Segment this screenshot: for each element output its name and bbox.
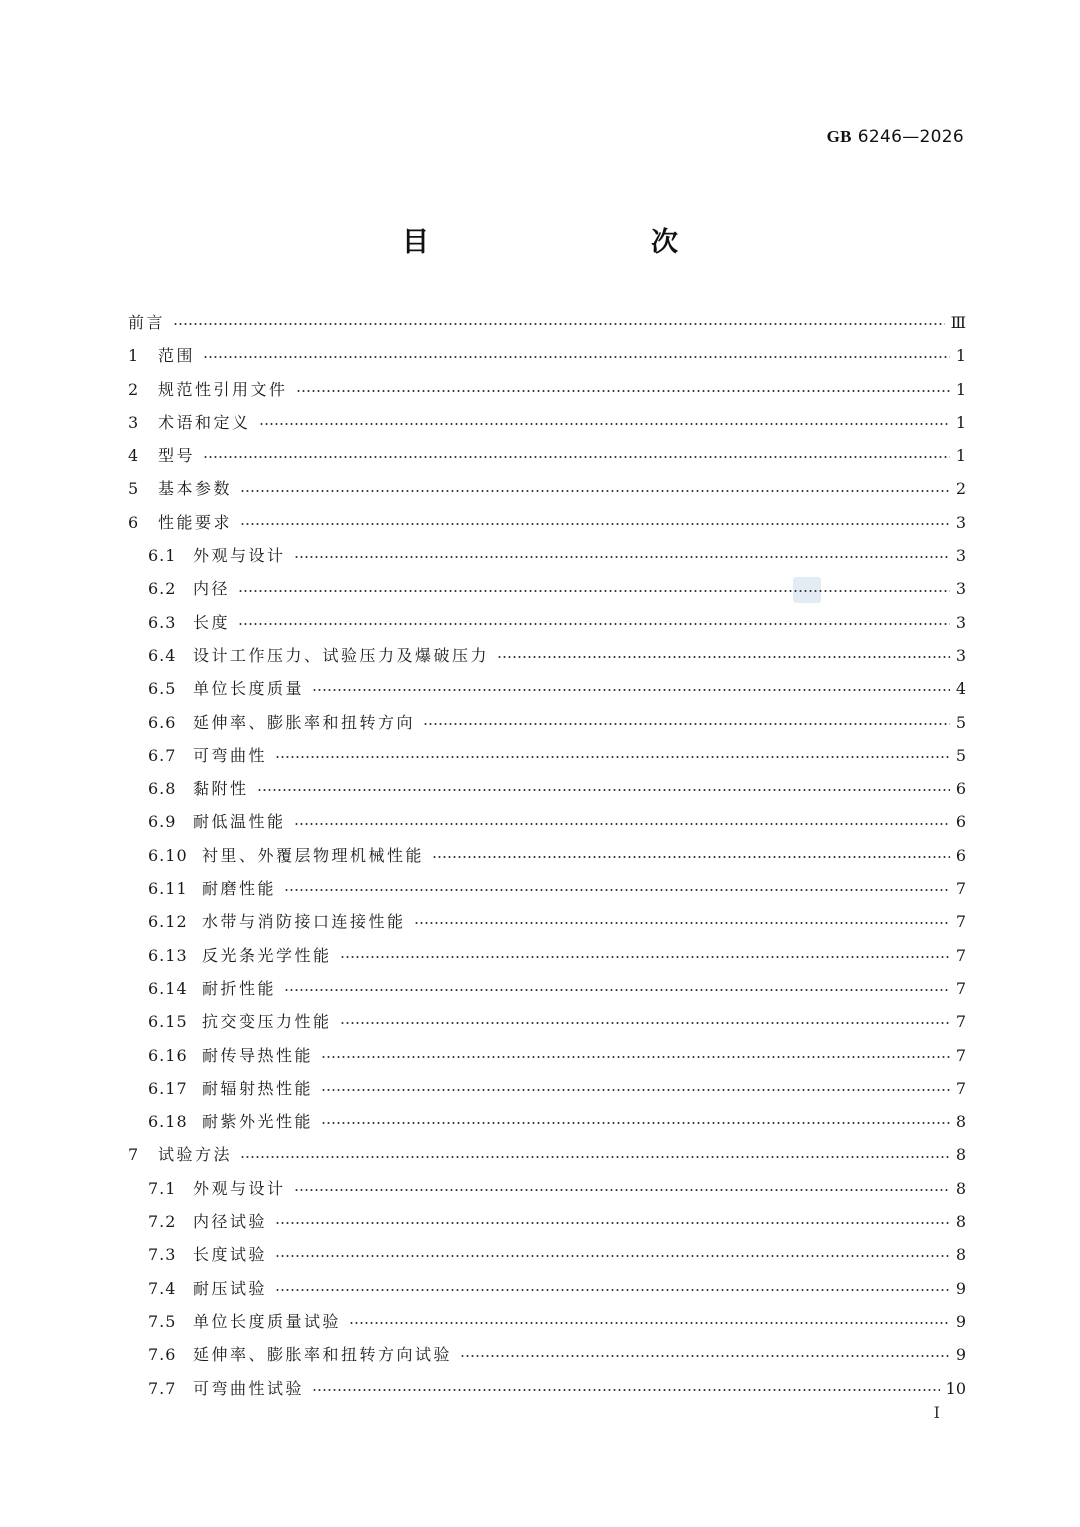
toc-dot-leader (238, 623, 950, 625)
toc-entry-number: 6.16 (148, 1045, 188, 1065)
toc-entry[interactable] (128, 439, 966, 472)
toc-entry-title: 单位长度质量试验 (193, 1311, 342, 1331)
toc-entry-number: 7.3 (148, 1245, 177, 1265)
toc-entry-title: 长度 (193, 612, 231, 632)
toc-entry-title: 耐传导热性能 (202, 1045, 314, 1065)
toc-entry[interactable] (128, 639, 966, 672)
toc-entry-page: 6 (955, 845, 966, 865)
page-title: 目 次 (402, 227, 734, 258)
toc-entry-page: 5 (955, 712, 966, 732)
toc-entry[interactable] (128, 472, 966, 505)
toc-entry-title: 可弯曲性 (193, 745, 268, 765)
toc-entry-page: 2 (955, 479, 966, 499)
toc-entry-page: 7 (955, 1012, 966, 1032)
toc-entry-title: 耐压试验 (193, 1278, 268, 1298)
toc-entry-title: 耐磨性能 (202, 879, 277, 899)
toc-entry-page: 7 (955, 1045, 966, 1065)
toc-dot-leader (238, 590, 950, 592)
toc-entry-number: 3 (128, 412, 140, 432)
toc-entry-page: 8 (955, 1212, 966, 1232)
toc-entry[interactable] (128, 1272, 966, 1305)
toc-dot-leader (275, 756, 950, 758)
toc-dot-leader (296, 390, 950, 392)
toc-dot-leader (312, 1389, 940, 1391)
toc-dot-leader (497, 656, 950, 658)
toc-entry-title: 耐辐射热性能 (202, 1078, 314, 1098)
standard-prefix: GB (826, 127, 852, 146)
toc-entry-page: 4 (955, 679, 966, 699)
toc-entry[interactable] (128, 805, 966, 838)
toc-entry-page: 8 (955, 1178, 966, 1198)
toc-entry-page: 3 (955, 512, 966, 532)
toc-dot-leader (275, 1255, 950, 1257)
toc-entry-number: 7.1 (148, 1178, 177, 1198)
toc-entry-number: 6.17 (148, 1078, 188, 1098)
toc-entry[interactable] (128, 1138, 966, 1171)
toc-dot-leader (275, 1289, 950, 1291)
standard-code (827, 127, 964, 147)
toc-entry[interactable] (128, 1172, 966, 1205)
toc-dot-leader (340, 956, 950, 958)
toc-entry-page: 9 (955, 1311, 966, 1331)
toc-entry-title: 单位长度质量 (193, 679, 305, 699)
toc-entry-page: 1 (955, 346, 966, 366)
toc-entry[interactable] (128, 306, 966, 339)
toc-entry-page: 8 (955, 1245, 966, 1265)
toc-dot-leader (203, 356, 950, 358)
toc-entry-title: 耐折性能 (202, 978, 277, 998)
toc-dot-leader (423, 723, 950, 725)
toc-entry-page: Ⅲ (950, 313, 966, 332)
toc-dot-leader (284, 989, 950, 991)
toc-entry-title: 可弯曲性试验 (193, 1378, 305, 1398)
toc-entry[interactable] (128, 1039, 966, 1072)
toc-entry-number: 6.6 (148, 712, 177, 732)
toc-entry[interactable] (128, 972, 966, 1005)
toc-entry[interactable] (128, 672, 966, 705)
toc-entry[interactable] (128, 539, 966, 572)
toc-entry-page: 1 (955, 379, 966, 399)
toc-entry-number: 6.7 (148, 745, 177, 765)
toc-dot-leader (294, 823, 950, 825)
toc-entry-page: 8 (955, 1112, 966, 1132)
toc-entry-page: 7 (955, 1078, 966, 1098)
toc-entry-number: 2 (128, 379, 140, 399)
toc-entry-page: 7 (955, 879, 966, 899)
toc-entry-page: 7 (955, 978, 966, 998)
toc-entry[interactable] (128, 939, 966, 972)
toc-entry-number: 6.1 (148, 546, 177, 566)
toc-entry-number: 4 (128, 446, 140, 466)
toc-entry-number: 6.2 (148, 579, 177, 599)
toc-entry[interactable] (128, 739, 966, 772)
toc-entry-title: 设计工作压力、试验压力及爆破压力 (193, 645, 490, 665)
toc-entry[interactable] (128, 1105, 966, 1138)
toc-entry-number: 6.5 (148, 679, 177, 699)
toc-entry-number: 6.8 (148, 779, 177, 799)
toc-entry-page: 9 (955, 1345, 966, 1365)
toc-entry[interactable] (128, 1305, 966, 1338)
toc-dot-leader (312, 689, 950, 691)
toc-entry-number: 7.6 (148, 1345, 177, 1365)
toc-entry-title: 范围 (158, 346, 196, 366)
toc-entry-title: 长度试验 (193, 1245, 268, 1265)
toc-entry-title: 衬里、外覆层物理机械性能 (202, 845, 425, 865)
toc-entry-number: 1 (128, 346, 140, 366)
toc-entry-title: 外观与设计 (193, 1178, 286, 1198)
toc-entry-page: 3 (955, 546, 966, 566)
toc-entry-title: 外观与设计 (193, 546, 286, 566)
toc-dot-leader (275, 1222, 950, 1224)
toc-entry[interactable] (128, 572, 966, 605)
toc-entry-title: 延伸率、膨胀率和扭转方向试验 (193, 1345, 453, 1365)
toc-entry-page: 7 (955, 945, 966, 965)
toc-dot-leader (294, 556, 950, 558)
toc-entry[interactable] (128, 1338, 966, 1371)
toc-entry[interactable] (128, 772, 966, 805)
toc-entry-title: 耐紫外光性能 (202, 1112, 314, 1132)
toc-entry-number: 7.7 (148, 1378, 177, 1398)
toc-entry-page: 5 (955, 745, 966, 765)
toc-dot-leader (349, 1322, 950, 1324)
toc-entry[interactable] (128, 506, 966, 539)
toc-dot-leader (321, 1089, 950, 1091)
toc-entry-number: 6.9 (148, 812, 177, 832)
toc-entry[interactable] (128, 905, 966, 938)
toc-dot-leader (340, 1022, 950, 1024)
toc-entry-page: 3 (955, 645, 966, 665)
toc-dot-leader (432, 856, 950, 858)
table-of-contents (128, 306, 966, 1405)
toc-entry-number: 7.5 (148, 1311, 177, 1331)
toc-entry-title: 型号 (158, 446, 196, 466)
toc-entry-page: 6 (955, 779, 966, 799)
toc-entry-title: 基本参数 (158, 479, 233, 499)
toc-dot-leader (284, 889, 950, 891)
toc-entry-title: 耐低温性能 (193, 812, 286, 832)
toc-entry-number: 6.4 (148, 645, 177, 665)
toc-entry-title: 黏附性 (193, 779, 249, 799)
toc-entry[interactable] (128, 406, 966, 439)
toc-entry-number: 7.2 (148, 1212, 177, 1232)
toc-dot-leader (321, 1056, 950, 1058)
toc-entry-page: 3 (955, 579, 966, 599)
toc-dot-leader (294, 1189, 950, 1191)
toc-entry-page: 1 (955, 412, 966, 432)
toc-dot-leader (240, 1156, 950, 1158)
toc-entry-page: 7 (955, 912, 966, 932)
toc-dot-leader (173, 323, 945, 325)
toc-entry-number: 6.11 (148, 879, 188, 899)
toc-entry-number: 7.4 (148, 1278, 177, 1298)
toc-entry-page: 8 (955, 1145, 966, 1165)
toc-entry[interactable] (128, 1372, 966, 1405)
toc-dot-leader (460, 1355, 950, 1357)
toc-dot-leader (414, 922, 950, 924)
standard-number: 6246—2026 (857, 127, 964, 147)
toc-entry-title: 规范性引用文件 (158, 379, 288, 399)
toc-entry-number: 6.14 (148, 978, 188, 998)
toc-dot-leader (203, 456, 950, 458)
toc-entry-page: 3 (955, 612, 966, 632)
toc-entry-number: 6.12 (148, 912, 188, 932)
toc-entry-number: 6.13 (148, 945, 188, 965)
toc-entry-number: 5 (128, 479, 140, 499)
toc-entry[interactable] (128, 1005, 966, 1038)
toc-dot-leader (240, 523, 950, 525)
toc-dot-leader (321, 1122, 950, 1124)
toc-entry-number: 6 (128, 512, 140, 532)
toc-entry-title: 术语和定义 (158, 412, 251, 432)
toc-entry[interactable] (128, 1205, 966, 1238)
toc-entry-number: 6.3 (148, 612, 177, 632)
toc-entry[interactable] (128, 1072, 966, 1105)
toc-entry-number: 7 (128, 1145, 140, 1165)
toc-entry-title: 水带与消防接口连接性能 (202, 912, 406, 932)
toc-entry-page: 10 (945, 1378, 966, 1398)
toc-entry-number: 6.15 (148, 1012, 188, 1032)
toc-entry-title: 内径试验 (193, 1212, 268, 1232)
footer-page-number: Ⅰ (933, 1403, 940, 1422)
toc-entry-title: 性能要求 (158, 512, 233, 532)
toc-entry-number: 6.18 (148, 1112, 188, 1132)
toc-entry-title: 前言 (128, 313, 166, 332)
toc-entry-title: 反光条光学性能 (202, 945, 332, 965)
toc-entry[interactable] (128, 1238, 966, 1271)
toc-entry-page: 6 (955, 812, 966, 832)
toc-entry-number: 6.10 (148, 845, 188, 865)
toc-dot-leader (259, 423, 950, 425)
toc-entry[interactable] (128, 606, 966, 639)
toc-entry[interactable] (128, 706, 966, 739)
toc-entry[interactable] (128, 872, 966, 905)
toc-entry-title: 抗交变压力性能 (202, 1012, 332, 1032)
toc-dot-leader (240, 490, 950, 492)
toc-entry-title: 延伸率、膨胀率和扭转方向 (193, 712, 416, 732)
toc-entry-title: 试验方法 (158, 1145, 233, 1165)
toc-entry[interactable] (128, 839, 966, 872)
toc-dot-leader (257, 789, 950, 791)
toc-entry-page: 9 (955, 1278, 966, 1298)
toc-entry-page: 1 (955, 446, 966, 466)
toc-entry-title: 内径 (193, 579, 231, 599)
toc-entry[interactable] (128, 339, 966, 372)
toc-entry[interactable] (128, 373, 966, 406)
